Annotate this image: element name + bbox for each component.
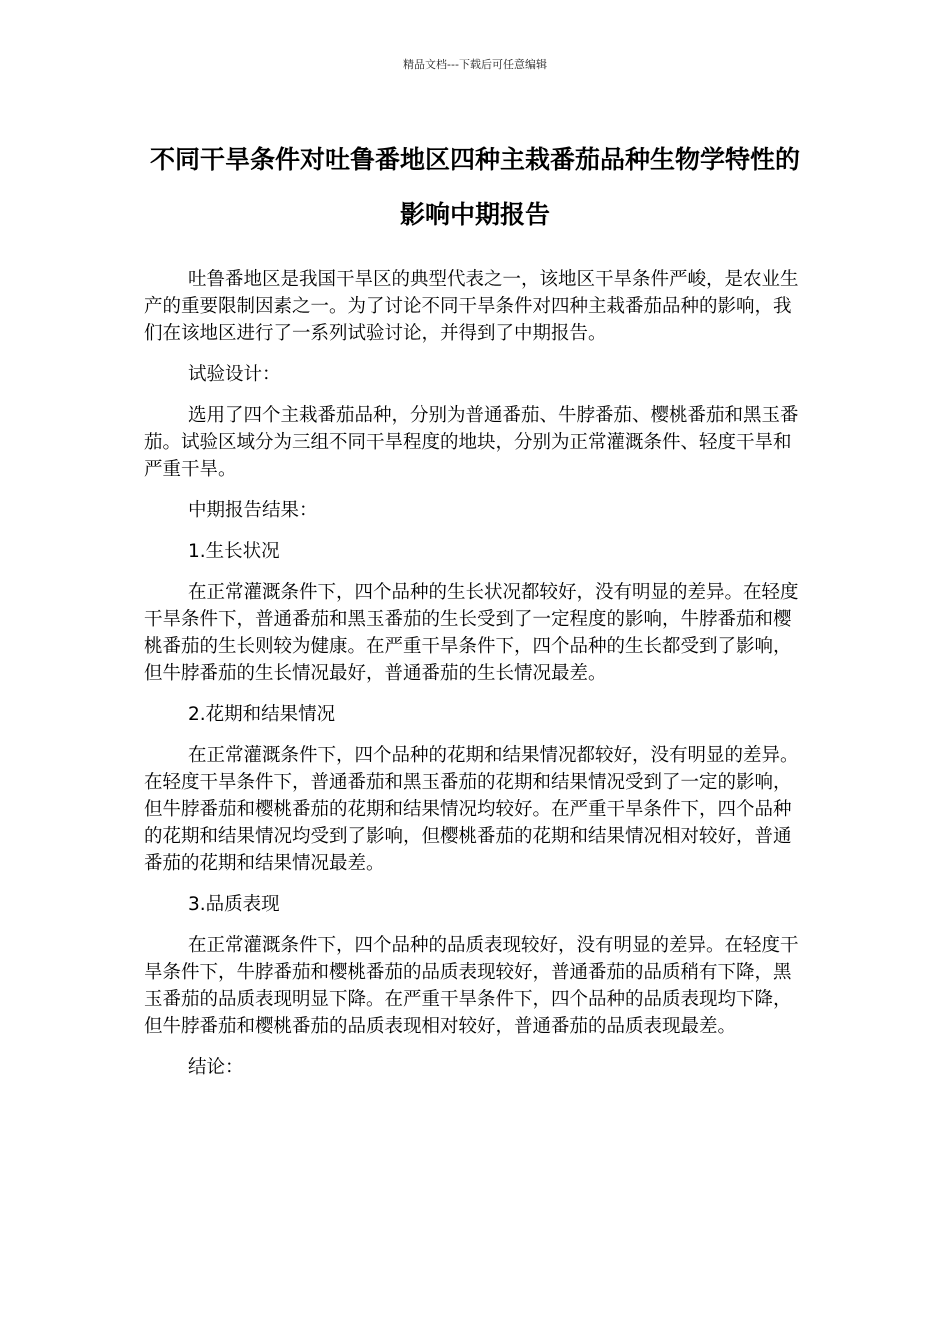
section1-heading: 1.生长状况: [188, 541, 280, 562]
section3-heading: 3.品质表现: [188, 894, 280, 915]
results-heading: 中期报告结果：: [188, 500, 318, 521]
document-title: 不同干旱条件对吐鲁番地区四种主栽番茄品种生物学特性的影响中期报告: [149, 145, 800, 229]
header-note: 精品文档---下载后可任意编辑: [403, 58, 547, 71]
section2-paragraph: 在正常灌溉条件下，四个品种的花期和结果情况都较好，没有明显的差异。在轻度干旱条件下，普通番茄和黑玉番茄的花期和结果情况受到了一定的影响，但牛脖番茄和樱桃番茄的花期和结果情况均较好。在严重干旱条件下，四个品种的花期和结果情况均受到了影响，但樱桃番茄的花期和结果情况相对较好，普通番茄的花期和结果情况最差。: [144, 745, 799, 874]
section1-paragraph: 在正常灌溉条件下，四个品种的生长状况都较好，没有明显的差异。在轻度干旱条件下，普通番茄和黑玉番茄的生长受到了一定程度的影响，牛脖番茄和樱桃番茄的生长则较为健康。在严重干旱条件下，四个品种的生长都受到了影响，但牛脖番茄的生长情况最好，普通番茄的生长情况最差。: [144, 582, 799, 684]
conclusion-heading: 结论：: [188, 1057, 244, 1078]
intro-paragraph: 吐鲁番地区是我国干旱区的典型代表之一，该地区干旱条件严峻，是农业生产的重要限制因素之一。为了讨论不同干旱条件对四种主栽番茄品种的影响，我们在该地区进行了一系列试验讨论，并得到了中期报告。: [144, 269, 799, 344]
design-paragraph: 选用了四个主栽番茄品种，分别为普通番茄、牛脖番茄、樱桃番茄和黑玉番茄。试验区域分为三组不同干旱程度的地块，分别为正常灌溉条件、轻度干旱和严重干旱。: [144, 405, 799, 480]
design-heading: 试验设计：: [188, 364, 281, 385]
section2-heading: 2.花期和结果情况: [188, 704, 336, 725]
section3-paragraph: 在正常灌溉条件下，四个品种的品质表现较好，没有明显的差异。在轻度干旱条件下，牛脖番茄和樱桃番茄的品质表现较好，普通番茄的品质稍有下降，黑玉番茄的品质表现明显下降。在严重干旱条件下，四个品种的品质表现均下降，但牛脖番茄和樱桃番茄的品质表现相对较好，普通番茄的品质表现最差。: [144, 935, 799, 1037]
document-body: [144, 266, 807, 1095]
